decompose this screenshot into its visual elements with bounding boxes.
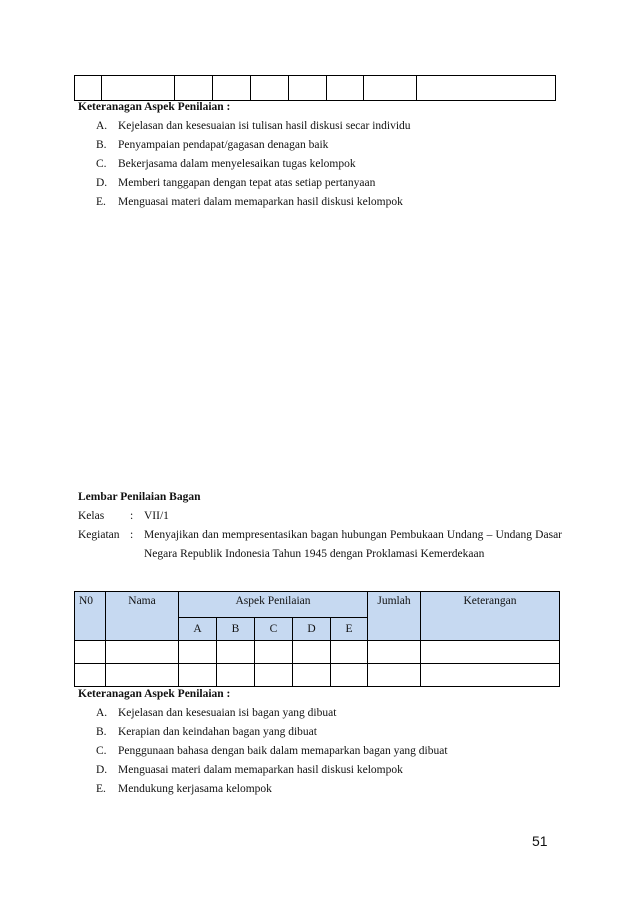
- item-text: Kejelasan dan kesesuaian isi tulisan hasil diskusi secar individu: [118, 120, 411, 132]
- list-item: [78, 780, 448, 799]
- kelas-colon: :: [130, 510, 134, 522]
- kegiatan-value: Menyajikan dan mempresentasikan bagan hubungan Pembukaan Undang – Undang Dasar Negara Republik Indonesia Tahun 1945 dengan Proklamasi Kemerdekaan: [144, 529, 562, 560]
- list-item: [78, 742, 448, 761]
- list-item: [78, 155, 411, 174]
- col-b-header: B: [217, 618, 255, 641]
- item-text: Memberi tanggapan dengan tepat atas setiap pertanyaan: [118, 177, 376, 189]
- col-d-header: D: [293, 618, 331, 641]
- col-keterangan-header: Keterangan: [421, 592, 560, 641]
- item-text: Mendukung kerjasama kelompok: [118, 783, 272, 795]
- table-cell: [106, 641, 179, 664]
- table-cell: [106, 664, 179, 687]
- item-letter: B.: [96, 726, 107, 738]
- table-cell: [255, 664, 293, 687]
- table-cell: [213, 76, 251, 101]
- table-cell: [421, 641, 560, 664]
- item-letter: D.: [96, 177, 108, 189]
- item-letter: C.: [96, 745, 107, 757]
- col-aspek-header: Aspek Penilaian: [179, 592, 368, 618]
- table-cell: [75, 664, 106, 687]
- assessment-sheet-header: [78, 487, 562, 564]
- table-cell: [293, 641, 331, 664]
- table-cell: [364, 76, 417, 101]
- table-cell: [327, 76, 364, 101]
- col-e-header: E: [331, 618, 368, 641]
- item-letter: D.: [96, 764, 108, 776]
- kegiatan-label: Kegiatan: [78, 529, 120, 541]
- item-letter: C.: [96, 158, 107, 170]
- col-a-header: A: [179, 618, 217, 641]
- kegiatan-colon: :: [130, 529, 134, 541]
- list-item: [78, 174, 411, 193]
- table-cell: [75, 76, 102, 101]
- kelas-row: [78, 507, 562, 526]
- table-row: [75, 76, 556, 101]
- table-cell: [179, 664, 217, 687]
- list-item: [78, 136, 411, 155]
- assessment-notes-2: [78, 685, 448, 799]
- table-cell: [251, 76, 289, 101]
- notes-heading: Keteranagan Aspek Penilaian :: [78, 688, 231, 700]
- col-no-header: N0: [75, 592, 106, 641]
- item-letter: A.: [96, 120, 108, 132]
- table-cell: [421, 664, 560, 687]
- table-cell: [289, 76, 327, 101]
- item-text: Penyampaian pendapat/gagasan denagan baik: [118, 139, 329, 151]
- kelas-value: VII/1: [144, 510, 169, 522]
- kelas-label: Kelas: [78, 510, 105, 522]
- page-number: 51: [532, 833, 548, 849]
- notes-heading: Keteranagan Aspek Penilaian :: [78, 101, 231, 113]
- list-item: [78, 117, 411, 136]
- table-cell: [217, 641, 255, 664]
- assessment-table: [74, 591, 560, 687]
- col-c-header: C: [255, 618, 293, 641]
- table-cell: [255, 641, 293, 664]
- col-jumlah-header: Jumlah: [368, 592, 421, 641]
- table-cell: [75, 641, 106, 664]
- list-item: [78, 704, 448, 723]
- assessment-notes-1: [78, 98, 411, 212]
- col-nama-header: Nama: [106, 592, 179, 641]
- item-text: Menguasai materi dalam memaparkan hasil diskusi kelompok: [118, 764, 403, 776]
- list-item: [78, 193, 411, 212]
- item-letter: E.: [96, 783, 106, 795]
- section-title: Lembar Penilaian Bagan: [78, 491, 201, 503]
- kegiatan-row: [78, 526, 562, 564]
- item-letter: E.: [96, 196, 106, 208]
- table-cell: [331, 664, 368, 687]
- item-text: Menguasai materi dalam memaparkan hasil diskusi kelompok: [118, 196, 403, 208]
- table-row: [75, 664, 560, 687]
- table-row: [75, 641, 560, 664]
- table-cell: [217, 664, 255, 687]
- list-item: [78, 723, 448, 742]
- table-cell: [417, 76, 556, 101]
- item-text: Bekerjasama dalam menyelesaikan tugas kelompok: [118, 158, 356, 170]
- table-cell: [102, 76, 175, 101]
- table-cell: [331, 641, 368, 664]
- table-cell: [293, 664, 331, 687]
- item-letter: A.: [96, 707, 108, 719]
- item-text: Kejelasan dan kesesuaian isi bagan yang dibuat: [118, 707, 337, 719]
- table-header-row: [75, 592, 560, 618]
- list-item: [78, 761, 448, 780]
- table-cell: [368, 641, 421, 664]
- table-cell: [175, 76, 213, 101]
- item-letter: B.: [96, 139, 107, 151]
- item-text: Kerapian dan keindahan bagan yang dibuat: [118, 726, 317, 738]
- table-cell: [179, 641, 217, 664]
- item-text: Penggunaan bahasa dengan baik dalam memaparkan bagan yang dibuat: [118, 745, 448, 757]
- table-cell: [368, 664, 421, 687]
